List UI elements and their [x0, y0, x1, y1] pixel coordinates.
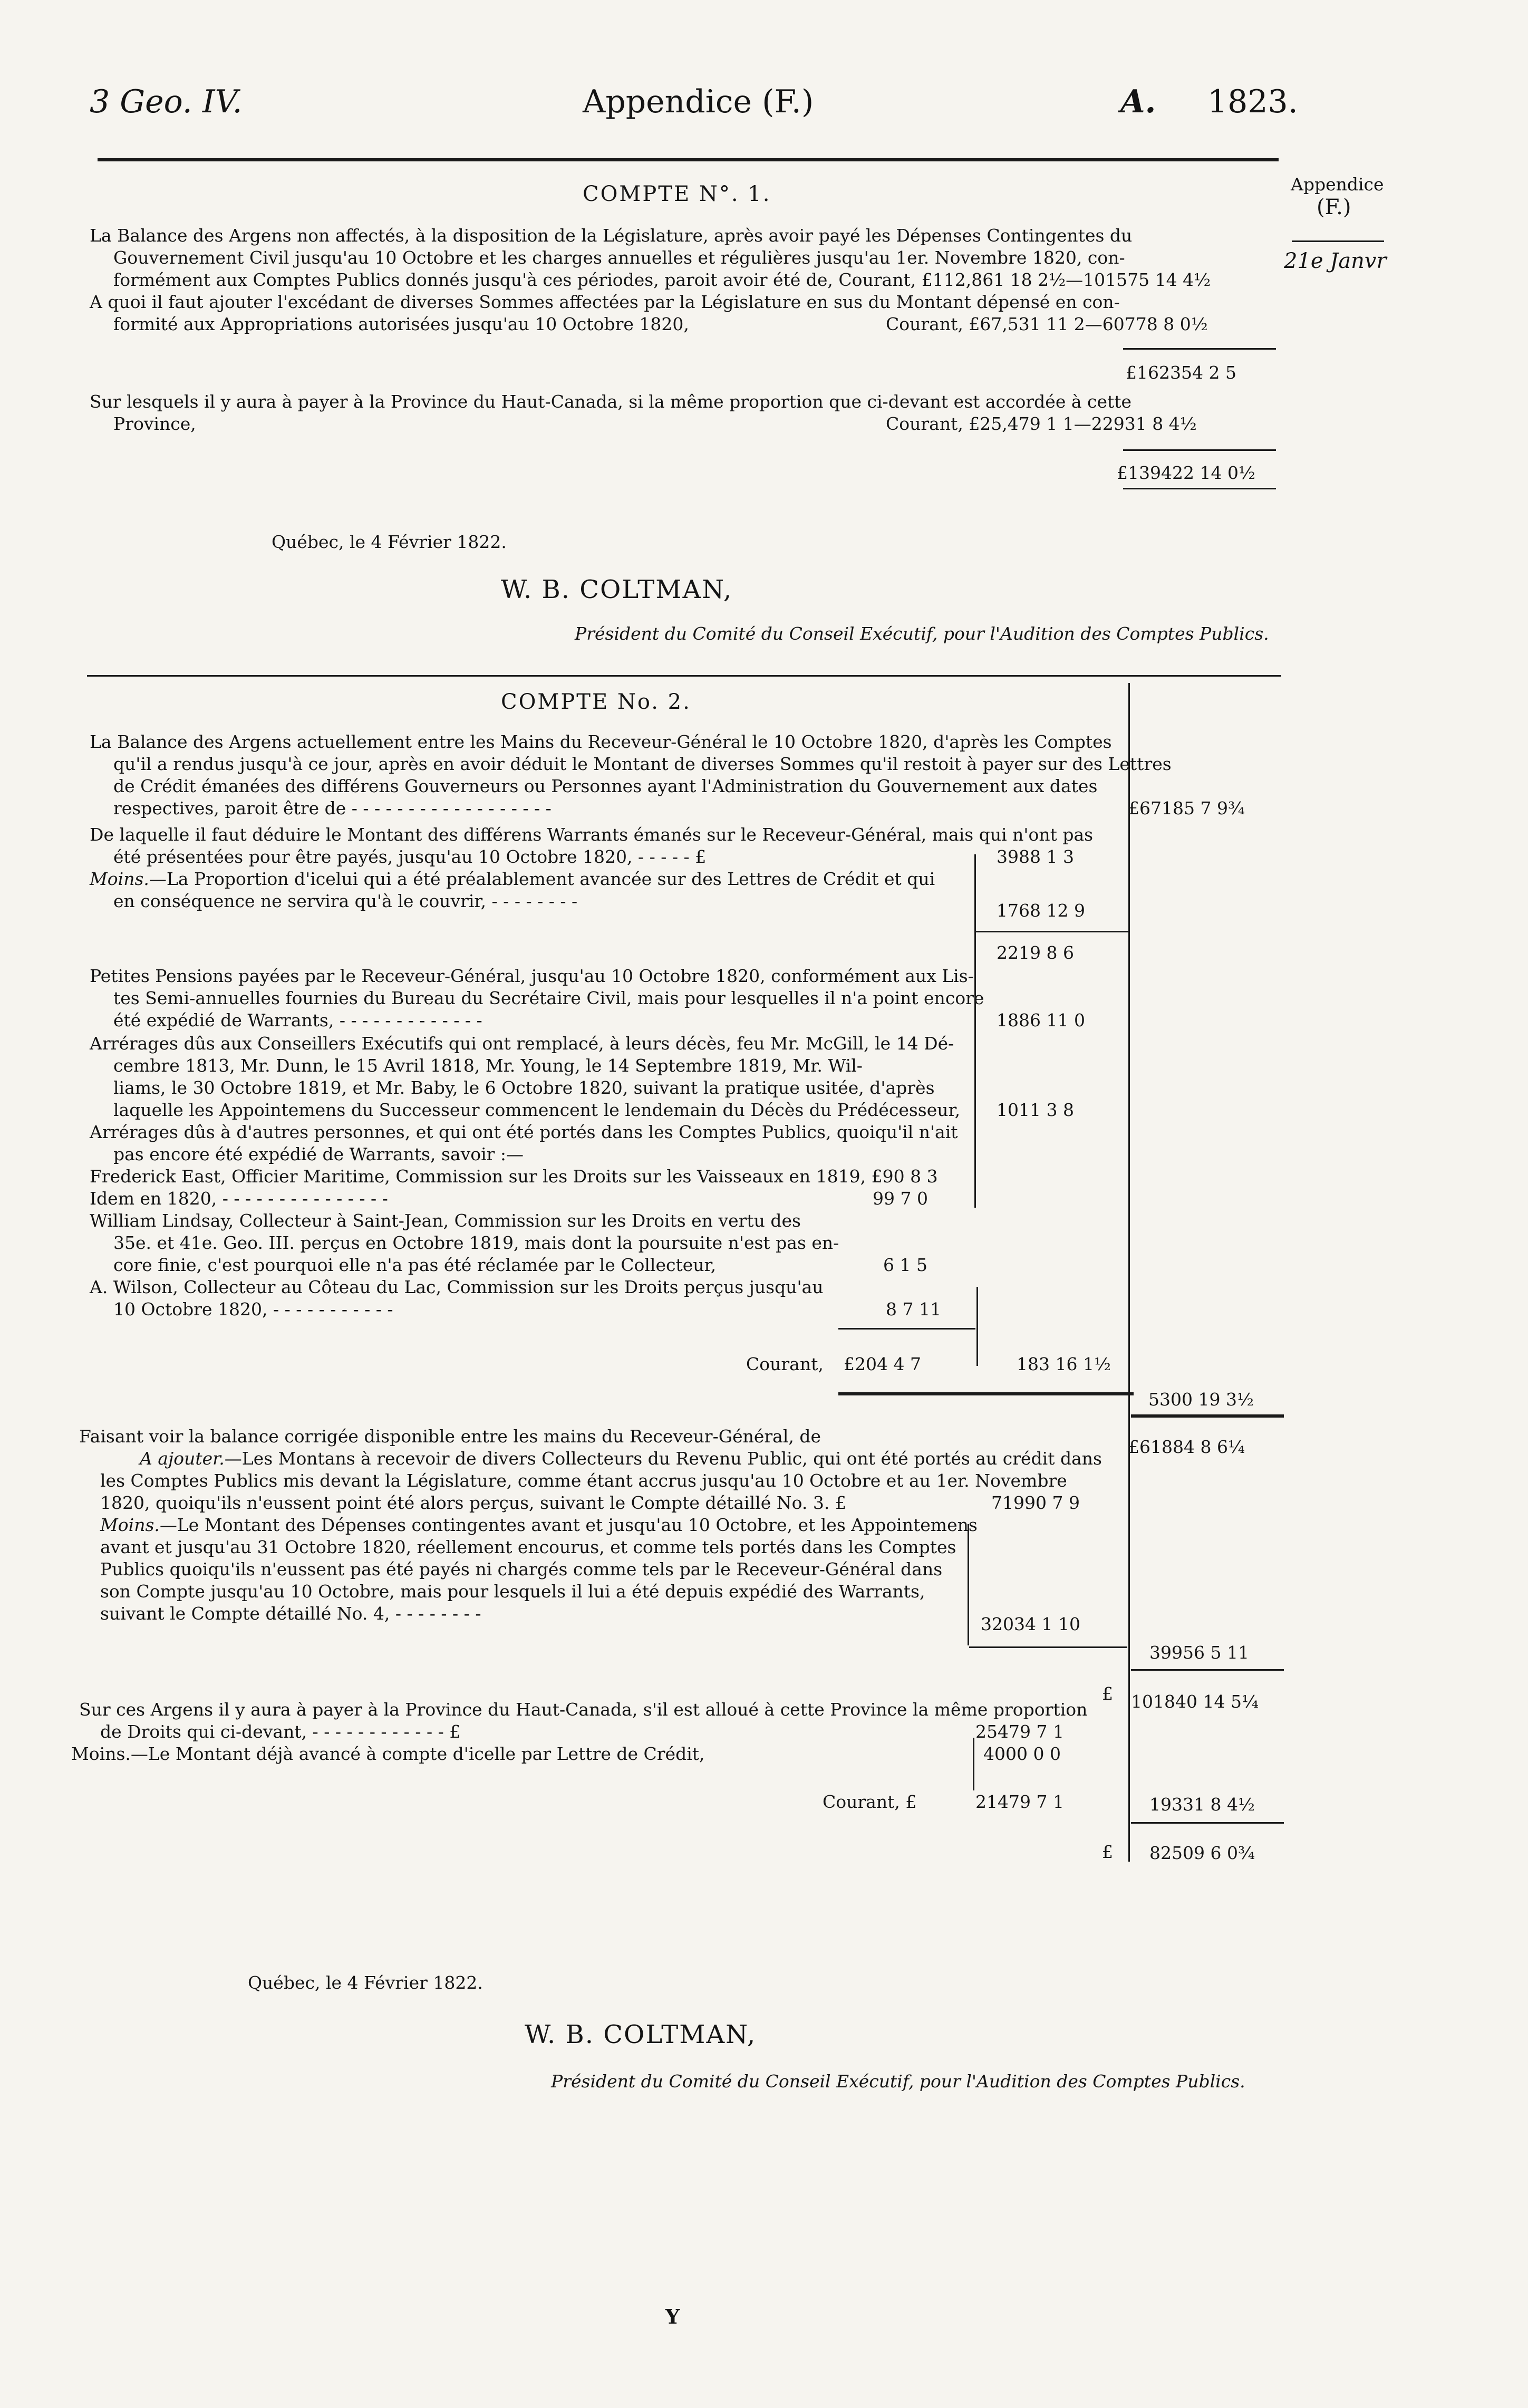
compte2-subtotal: 5300 19 3½	[1148, 1389, 1254, 1410]
compte2-haut-line1: Sur ces Argens il y aura à payer à la Province du Haut-Canada, s'il est alloué à cette Province la même proportion	[79, 1699, 1088, 1720]
compte2-intro-line1: La Balance des Argens actuellement entre les Mains du Receveur-Général le 10 Octobre 1820, d'après les Comptes	[90, 731, 1112, 752]
compte1-sum2: £139422 14 0½	[1117, 463, 1255, 483]
compte2-courant-converted: 183 16 1½	[1017, 1354, 1111, 1374]
compte2-moins3-amount: 4000 0 0	[983, 1744, 1061, 1764]
compte2-total-pound: £	[1102, 1683, 1113, 1704]
compte1-p2-line1: A quoi il faut ajouter l'excédant de diverses Sommes affectées par la Législature en sus du Montant dépensé en con-	[90, 292, 1120, 312]
compte2-final-pound: £	[1102, 1842, 1113, 1862]
compte2-intro-line3: de Crédit émanées des différens Gouverneurs ou Personnes ayant l'Administration du Gouvernement aux dates	[113, 776, 1098, 796]
compte2-moins2-label: Moins.	[100, 1515, 160, 1535]
compte1-p1-line2: Gouvernement Civil jusqu'au 10 Octobre et les charges annuelles et régulières jusqu'au 1er. Novembre 1820, con-	[113, 247, 1125, 268]
compte2-courant-amount: £204 4 7	[844, 1354, 921, 1374]
compte2-arrerages2-line2: pas encore été expédié de Warrants, savoir :—	[113, 1144, 524, 1164]
compte1-signer-title: Président du Comité du Conseil Exécutif, pour l'Audition des Comptes Publics.	[575, 623, 1269, 644]
compte2-net1-rule	[975, 931, 1128, 932]
compte1-title: COMPTE N°. 1.	[583, 182, 771, 206]
section-divider	[87, 675, 1281, 677]
compte2-net1: 2219 8 6	[997, 942, 1074, 963]
compte2-moins1-amount: 1768 12 9	[997, 900, 1085, 921]
compte2-courant2-converted: 19331 8 4½	[1149, 1794, 1255, 1815]
compte2-deduct-line2: été présentées pour être payés, jusqu'au 10 Octobre 1820, - - - - - £	[113, 846, 707, 867]
compte2-courant2-label: Courant, £	[823, 1791, 917, 1812]
compte1-p2-line2: formité aux Appropriations autorisées jusqu'au 10 Octobre 1820,	[113, 314, 689, 334]
compte2-wilson-line1: A. Wilson, Collecteur au Côteau du Lac, Commission sur les Droits perçus jusqu'au	[90, 1277, 824, 1297]
compte2-ajouter-label: A ajouter.	[140, 1448, 225, 1469]
header-rule	[98, 158, 1279, 161]
compte2-pensions-line3: été expédié de Warrants, - - - - - - - - - - - - -	[113, 1010, 482, 1030]
signature-mark: Y	[665, 2305, 680, 2328]
compte2-final-rule	[1131, 1822, 1284, 1824]
compte2-lindsay-line3: core finie, c'est pourquoi elle n'a pas été réclamée par le Collecteur,	[113, 1255, 717, 1275]
compte2-east-1820: Idem en 1820, - - - - - - - - - - - - - - -	[90, 1188, 388, 1209]
compte2-haut-amount: 25479 7 1	[975, 1721, 1064, 1742]
compte2-moins2-line5: suivant le Compte détaillé No. 4, - - - - - - - -	[100, 1603, 481, 1624]
compte2-ajouter-amount: 71990 7 9	[991, 1492, 1080, 1513]
header-appendix: Appendice (F.)	[583, 83, 814, 120]
compte2-lindsay-amount: 6 1 5	[883, 1255, 927, 1275]
compte2-pensions-amount: 1886 11 0	[997, 1010, 1085, 1030]
compte2-moins2-line3: Publics quoiqu'ils n'eussent pas été payés ni chargés comme tels par le Receveur-Général dans	[100, 1559, 943, 1579]
header-year: 1823.	[1207, 83, 1298, 120]
compte1-sum2-underline	[1123, 488, 1276, 489]
compte2-ajouter-line2: les Comptes Publics mis devant la Législature, comme étant accrus jusqu'au 10 Octobre et au 1er. Novembre	[100, 1470, 1067, 1491]
compte2-pensions-line1: Petites Pensions payées par le Receveur-Général, jusqu'au 10 Octobre 1820, conformément aux Lis-	[90, 966, 974, 986]
compte2-moins-label: Moins.	[90, 869, 149, 889]
compte2-moins2-amount: 32034 1 10	[981, 1614, 1080, 1634]
header-letter: A.	[1120, 83, 1156, 120]
compte1-sum1: £162354 2 5	[1126, 362, 1236, 383]
compte2-lindsay-line2: 35e. et 41e. Geo. III. perçus en Octobre 1819, mais dont la poursuite n'est pas en-	[113, 1232, 839, 1253]
compte1-p3-line2: Province,	[113, 413, 196, 434]
compte2-subtotal-rule	[838, 1392, 1134, 1395]
compte2-inner-column-rule-2	[976, 1287, 978, 1366]
compte2-courant2-amount: 21479 7 1	[975, 1791, 1064, 1812]
compte2-ajouter-line3: 1820, quoiqu'ils n'eussent point été alors perçus, suivant le Compte détaillé No. 3. £	[100, 1492, 846, 1513]
compte1-p3-line1: Sur lesquels il y aura à payer à la Province du Haut-Canada, si la même proportion que ci-devant est accordée à cette	[90, 391, 1132, 412]
compte2-outer-column-rule	[1128, 683, 1130, 1862]
margin-note-rule	[1292, 240, 1384, 242]
compte2-signer: W. B. COLTMAN,	[525, 2020, 757, 2049]
compte2-balance-intro: Faisant voir la balance corrigée disponible entre les mains du Receveur-Général, de	[79, 1426, 821, 1447]
compte2-intro-line4: respectives, paroit être de - - - - - - - - - - - - - - - - - -	[113, 798, 552, 818]
compte2-arrerages1-line3: liams, le 30 Octobre 1819, et Mr. Baby, le 6 Octobre 1820, suivant la pratique usitée, d'après	[113, 1077, 935, 1098]
compte2-haut-line2: de Droits qui ci-devant, - - - - - - - - - - - - £	[100, 1721, 461, 1742]
compte2-deduct-amount: 3988 1 3	[997, 846, 1074, 867]
compte1-p2-amount: Courant, £67,531 11 2—60778 8 0½	[886, 314, 1208, 334]
compte2-inner-column-rule-4	[973, 1738, 974, 1790]
compte2-courant-label: Courant,	[746, 1354, 824, 1374]
compte2-intro-line2: qu'il a rendus jusqu'à ce jour, après en avoir déduit le Montant de diverses Sommes qu'il restoit à payer sur des Lettres	[113, 754, 1172, 774]
compte2-moins2-line1: —Le Montant des Dépenses contingentes avant et jusqu'au 10 Octobre, et les Appointemens	[159, 1515, 978, 1535]
compte2-arrerages2-line1: Arrérages dûs à d'autres personnes, et qui ont été portés dans les Comptes Publics, quoiqu'il n'ait	[90, 1122, 958, 1142]
compte2-net2: 39956 5 11	[1149, 1642, 1249, 1663]
compte2-inner-column-rule-3	[968, 1524, 969, 1645]
compte2-arrerages1-amount: 1011 3 8	[997, 1100, 1074, 1120]
compte2-inner-column-rule-1	[974, 854, 976, 1208]
compte2-east-1820-amount: 99 7 0	[873, 1188, 928, 1209]
compte1-sum2-rule	[1123, 449, 1276, 451]
compte2-lindsay-line1: William Lindsay, Collecteur à Saint-Jean, Commission sur les Droits en vertu des	[90, 1210, 801, 1231]
compte2-net2-rule	[969, 1646, 1127, 1648]
compte2-total: 101840 14 5¼	[1131, 1691, 1259, 1712]
compte1-p3-amount: Courant, £25,479 1 1—22931 8 4½	[886, 413, 1197, 434]
compte2-wilson-amount: 8 7 11	[886, 1299, 941, 1319]
compte2-wilson-line2: 10 Octobre 1820, - - - - - - - - - - -	[113, 1299, 393, 1319]
compte2-title: COMPTE No. 2.	[501, 690, 691, 714]
compte1-signer: W. B. COLTMAN,	[501, 575, 733, 604]
compte1-p1-line3: formément aux Comptes Publics donnés jusqu'à ces périodes, paroit avoir été de, Courant, £112,861 18 2½—101575 14 4½	[113, 269, 1211, 290]
compte2-moins2-line2: avant et jusqu'au 31 Octobre 1820, réellement encourus, et comme tels portés dans les Comptes	[100, 1537, 956, 1557]
compte2-intro-amount: £67185 7 9¾	[1128, 798, 1245, 818]
compte2-moins3: Moins.—Le Montant déjà avancé à compte d'icelle par Lettre de Crédit,	[71, 1744, 705, 1764]
compte2-date: Québec, le 4 Février 1822.	[248, 1972, 483, 1993]
margin-note-f: (F.)	[1317, 195, 1351, 219]
compte2-arrerages1-line1: Arrérages dûs aux Conseillers Exécutifs qui ont remplacé, à leurs décès, feu Mr. McGill, le 14 Dé-	[90, 1033, 954, 1054]
compte2-net2-underline	[1131, 1669, 1284, 1671]
compte2-pensions-line2: tes Semi-annuelles fournies du Bureau du Secrétaire Civil, mais pour lesquelles il n'a point encore	[113, 988, 984, 1008]
compte2-arrerages1-line2: cembre 1813, Mr. Dunn, le 15 Avril 1818, Mr. Young, le 14 Septembre 1819, Mr. Wil-	[113, 1055, 863, 1076]
compte2-courant-rule	[838, 1328, 975, 1330]
compte2-final: 82509 6 0¾	[1149, 1843, 1255, 1863]
compte1-p1-line1: La Balance des Argens non affectés, à la disposition de la Législature, après avoir payé les Dépenses Contingentes du	[90, 225, 1133, 246]
compte2-moins1-line2: en conséquence ne servira qu'à le couvrir, - - - - - - - -	[113, 891, 578, 911]
compte2-moins1-line1: —La Proportion d'icelui qui a été préalablement avancée sur des Lettres de Crédit et qui	[149, 869, 935, 889]
margin-note-appendix: Appendice	[1291, 174, 1384, 195]
margin-note-date: 21e Janvr	[1284, 249, 1387, 273]
compte2-moins2-line4: son Compte jusqu'au 10 Octobre, mais pour lesquels il lui a été depuis expédié des Warrants,	[100, 1581, 925, 1602]
compte2-subtotal-underline	[1131, 1414, 1284, 1418]
compte1-sum1-rule	[1123, 348, 1276, 350]
compte2-balance-amount: £61884 8 6¼	[1128, 1437, 1245, 1457]
compte1-date: Québec, le 4 Février 1822.	[272, 532, 507, 552]
header-session: 3 Geo. IV.	[90, 83, 243, 120]
compte2-signer-title: Président du Comité du Conseil Exécutif, pour l'Audition des Comptes Publics.	[551, 2071, 1245, 2092]
compte2-deduct-line1: De laquelle il faut déduire le Montant des différens Warrants émanés sur le Receveur-Général, mais qui n'ont pas	[90, 824, 1094, 845]
compte2-east-1819: Frederick East, Officier Maritime, Commission sur les Droits sur les Vaisseaux en 1819, £90 8 3	[90, 1166, 938, 1187]
compte2-ajouter-line1: —Les Montans à recevoir de divers Collecteurs du Revenu Public, qui ont été portés au crédit dans	[224, 1448, 1102, 1469]
compte2-arrerages1-line4: laquelle les Appointemens du Successeur commencent le lendemain du Décès du Prédécesseur,	[113, 1100, 961, 1120]
